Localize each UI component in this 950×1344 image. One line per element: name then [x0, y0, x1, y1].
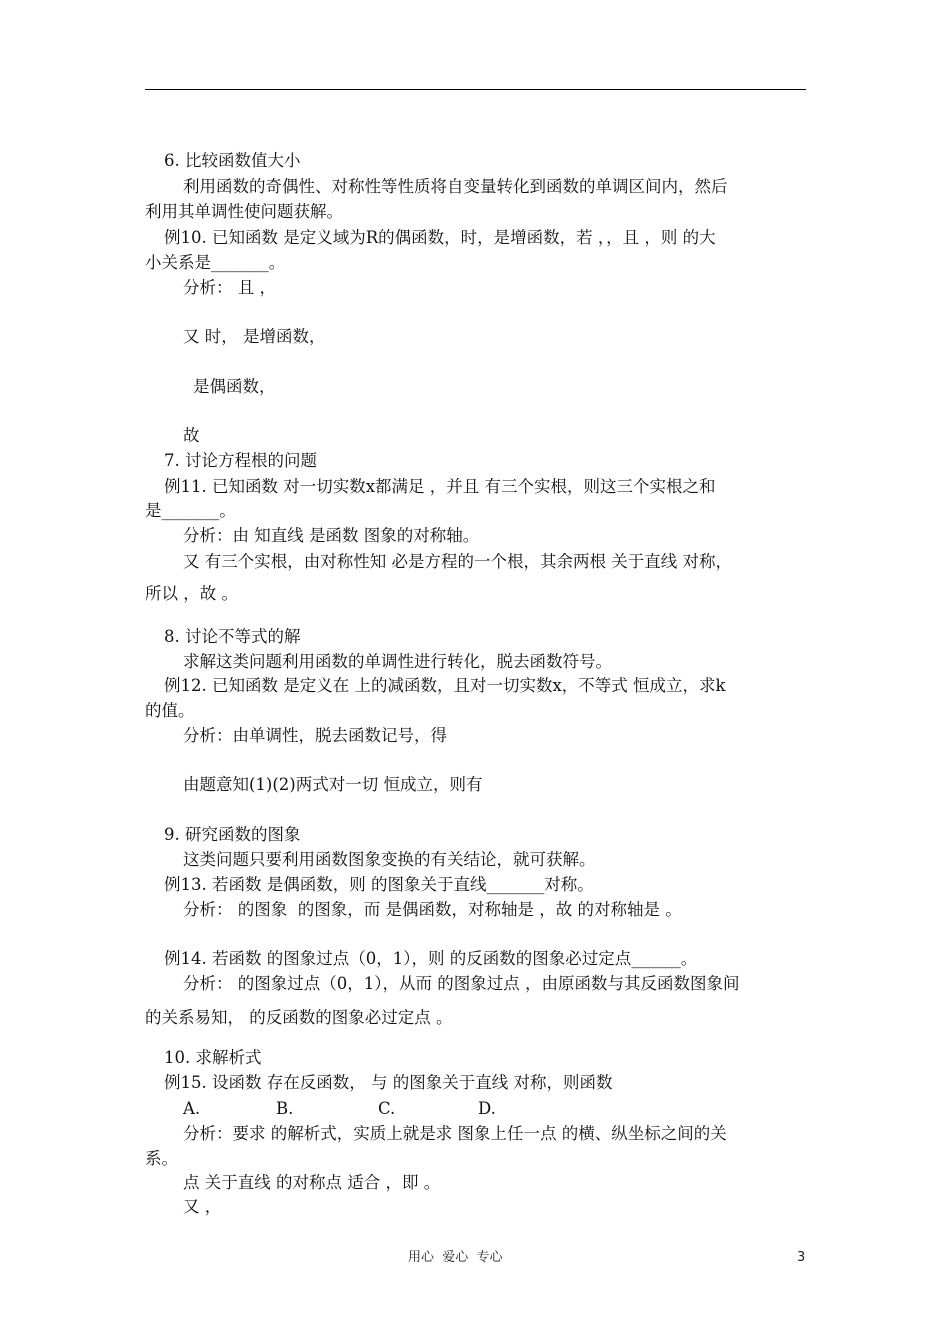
analysis-line: 点 关于直线 的对称点 适合 ，即 。	[183, 1173, 441, 1192]
example-line: 小关系是_______。	[145, 253, 286, 272]
analysis-line: 是偶函数，	[193, 377, 276, 396]
analysis-line: 分析：由单调性，脱去函数记号，得	[183, 726, 447, 745]
analysis-line: 的关系易知， 的反函数的图象必过定点 。	[145, 1008, 453, 1027]
analysis-line: 又 ，	[183, 1197, 222, 1216]
analysis-line: 系。	[145, 1149, 178, 1168]
page-number: 3	[797, 1250, 806, 1265]
footer-motto: 用心 爱心 专心	[408, 1250, 503, 1265]
option-a: A.	[183, 1099, 201, 1118]
section-heading: 6. 比较函数值大小	[164, 151, 301, 170]
example-line: 的值。	[145, 701, 195, 720]
analysis-line: 又 有三个实根，由对称性知 必是方程的一个根，其余两根 关于直线 对称，	[183, 552, 732, 571]
paragraph-line: 求解这类问题利用函数的单调性进行转化，脱去函数符号。	[183, 652, 612, 671]
section-heading: 10. 求解析式	[164, 1048, 262, 1067]
section-heading: 7. 讨论方程根的问题	[164, 451, 317, 470]
example-line: 例10. 已知函数 是定义域为R的偶函数，时，是增函数，若 ，，且 ，则 的大	[164, 228, 716, 247]
option-c: C.	[378, 1099, 396, 1118]
example-line: 例14. 若函数 的图象过点（0，1），则 的反函数的图象必过定点______。	[164, 949, 698, 968]
analysis-line: 分析：要求 的解析式，实质上就是求 图象上任一点 的横、纵坐标之间的关	[183, 1124, 727, 1143]
analysis-line: 分析： 且 ，	[183, 278, 276, 297]
section-heading: 8. 讨论不等式的解	[164, 627, 301, 646]
example-line: 例13. 若函数 是偶函数，则 的图象关于直线_______对称。	[164, 875, 594, 894]
section-heading: 9. 研究函数的图象	[164, 825, 301, 844]
option-d: D.	[478, 1099, 496, 1118]
paragraph-line: 利用其单调性使问题获解。	[145, 202, 343, 221]
example-line: 例11. 已知函数 对一切实数x都满足 ，并且 有三个实根，则这三个实根之和	[164, 477, 716, 496]
option-b: B.	[276, 1099, 294, 1118]
example-line: 例12. 已知函数 是定义在 上的减函数，且对一切实数x，不等式 恒成立，求k	[164, 676, 726, 695]
header-rule	[145, 89, 806, 90]
paragraph-line: 这类问题只要利用函数图象变换的有关结论，就可获解。	[183, 850, 596, 869]
analysis-line: 由题意知(1)(2)两式对一切 恒成立，则有	[183, 775, 483, 794]
analysis-line: 所以 ，故 。	[145, 584, 238, 603]
analysis-line: 故	[183, 426, 200, 445]
analysis-line: 分析： 的图象 的图象，而 是偶函数，对称轴是 ，故 的对称轴是 。	[183, 900, 682, 919]
analysis-line: 分析： 的图象过点（0，1），从而 的图象过点 ，由原函数与其反函数图象间	[183, 974, 740, 993]
analysis-line: 分析：由 知直线 是函数 图象的对称轴。	[183, 526, 480, 545]
example-line: 是_______。	[145, 501, 236, 520]
example-line: 例15. 设函数 存在反函数， 与 的图象关于直线 对称，则函数	[164, 1073, 613, 1092]
paragraph-line: 利用函数的奇偶性、对称性等性质将自变量转化到函数的单调区间内，然后	[183, 177, 728, 196]
analysis-line: 又 时， 是增函数，	[183, 327, 326, 346]
